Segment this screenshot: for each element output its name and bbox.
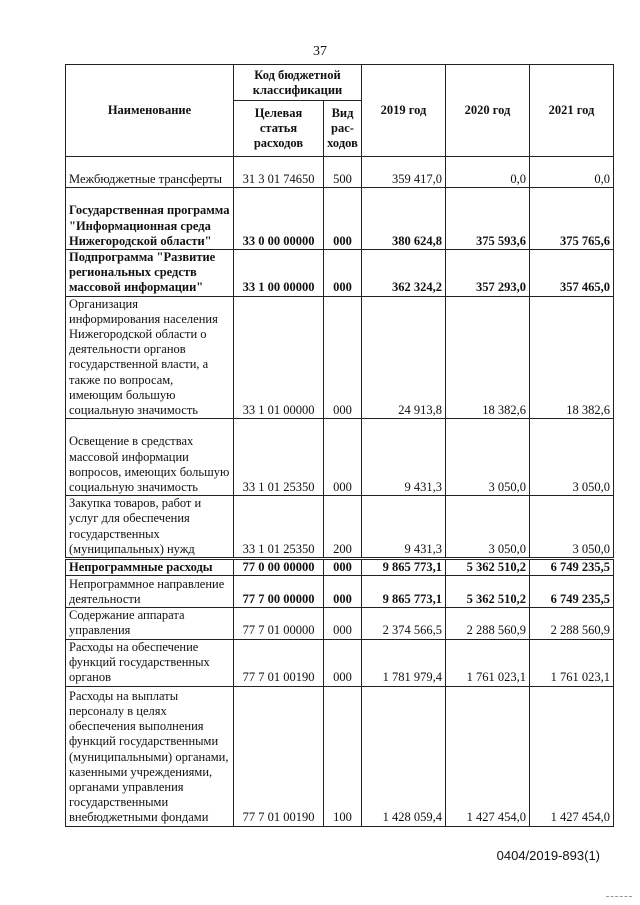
table-row xyxy=(66,608,614,639)
row-target-code: 77 7 01 00190 xyxy=(234,639,324,686)
header-2019: 2019 год xyxy=(362,65,446,157)
row-target-code: 33 1 01 25350 xyxy=(234,419,324,496)
row-value-2020: 357 293,0 xyxy=(446,250,530,297)
row-value-2019: 9 865 773,1 xyxy=(362,576,446,608)
row-name: Подпрограмма "Развитие региональных средств массовой информации" xyxy=(66,250,234,297)
row-target-code: 33 1 00 00000 xyxy=(234,250,324,297)
table-row xyxy=(66,419,614,496)
row-value-2019: 9 865 773,1 xyxy=(362,559,446,576)
row-name: Государственная программа "Информационная среда Нижегородской области" xyxy=(66,188,234,250)
row-value-2020: 5 362 510,2 xyxy=(446,559,530,576)
row-name: Закупка товаров, работ и услуг для обеспечения государственных (муниципальных) нужд xyxy=(66,496,234,559)
row-value-2020: 3 050,0 xyxy=(446,419,530,496)
table-row xyxy=(66,250,614,297)
row-value-2019: 1 428 059,4 xyxy=(362,686,446,826)
row-target-code: 33 0 00 00000 xyxy=(234,188,324,250)
row-value-2020: 2 288 560,9 xyxy=(446,608,530,639)
row-value-2021: 1 761 023,1 xyxy=(530,639,614,686)
row-name: Организация информирования населения Нижегородской области о деятельности органов государственной власти, а также по вопросам, имеющим большую социальную значимость xyxy=(66,296,234,419)
row-value-2019: 9 431,3 xyxy=(362,496,446,559)
row-value-2019: 9 431,3 xyxy=(362,419,446,496)
row-name: Непрограммное направление деятельности xyxy=(66,576,234,608)
row-target-code: 33 1 01 25350 xyxy=(234,496,324,559)
row-value-2021: 18 382,6 xyxy=(530,296,614,419)
row-name: Освещение в средствах массовой информации вопросов, имеющих большую социальную значимость xyxy=(66,419,234,496)
row-value-2021: 3 050,0 xyxy=(530,419,614,496)
row-kind-code: 500 xyxy=(324,157,362,188)
row-kind-code: 200 xyxy=(324,496,362,559)
row-kind-code: 000 xyxy=(324,296,362,419)
document-code: 0404/2019-893(1) xyxy=(496,848,600,863)
page-number: 37 xyxy=(313,44,327,59)
row-value-2019: 380 624,8 xyxy=(362,188,446,250)
row-value-2020: 3 050,0 xyxy=(446,496,530,559)
table-row xyxy=(66,639,614,686)
budget-table xyxy=(65,64,614,827)
row-name: Расходы на обеспечение функций государственных органов xyxy=(66,639,234,686)
row-kind-code: 000 xyxy=(324,559,362,576)
row-target-code: 77 7 01 00190 xyxy=(234,686,324,826)
table-row xyxy=(66,157,614,188)
row-value-2020: 0,0 xyxy=(446,157,530,188)
row-value-2021: 357 465,0 xyxy=(530,250,614,297)
table-row xyxy=(66,296,614,419)
row-kind-code: 000 xyxy=(324,188,362,250)
row-value-2021: 375 765,6 xyxy=(530,188,614,250)
row-target-code: 77 7 00 00000 xyxy=(234,576,324,608)
header-2020: 2020 год xyxy=(446,65,530,157)
row-value-2021: 6 749 235,5 xyxy=(530,559,614,576)
row-kind-code: 100 xyxy=(324,686,362,826)
row-name: Содержание аппарата управления xyxy=(66,608,234,639)
header-kind: Вид рас-ходов xyxy=(324,101,362,157)
row-kind-code: 000 xyxy=(324,639,362,686)
row-kind-code: 000 xyxy=(324,419,362,496)
row-value-2020: 1 761 023,1 xyxy=(446,639,530,686)
table-row xyxy=(66,188,614,250)
row-value-2019: 359 417,0 xyxy=(362,157,446,188)
row-kind-code: 000 xyxy=(324,608,362,639)
header-kbk: Код бюджетной классификации xyxy=(234,65,362,101)
header-2021: 2021 год xyxy=(530,65,614,157)
row-target-code: 33 1 01 00000 xyxy=(234,296,324,419)
row-kind-code: 000 xyxy=(324,250,362,297)
row-value-2019: 24 913,8 xyxy=(362,296,446,419)
row-value-2019: 1 781 979,4 xyxy=(362,639,446,686)
row-value-2020: 1 427 454,0 xyxy=(446,686,530,826)
row-target-code: 31 3 01 74650 xyxy=(234,157,324,188)
row-value-2019: 362 324,2 xyxy=(362,250,446,297)
row-value-2019: 2 374 566,5 xyxy=(362,608,446,639)
row-value-2021: 6 749 235,5 xyxy=(530,576,614,608)
table-row xyxy=(66,559,614,576)
header-name: Наименование xyxy=(66,65,234,157)
row-name: Межбюджетные трансферты xyxy=(66,157,234,188)
header-target: Целевая статья расходов xyxy=(234,101,324,157)
row-value-2021: 3 050,0 xyxy=(530,496,614,559)
row-value-2020: 18 382,6 xyxy=(446,296,530,419)
row-target-code: 77 0 00 00000 xyxy=(234,559,324,576)
table-row xyxy=(66,686,614,826)
row-value-2020: 5 362 510,2 xyxy=(446,576,530,608)
row-value-2021: 0,0 xyxy=(530,157,614,188)
scan-mark xyxy=(606,896,632,899)
row-value-2020: 375 593,6 xyxy=(446,188,530,250)
row-name: Расходы на выплаты персоналу в целях обеспечения выполнения функций государственными (муниципальными) органами, казенными учреждениями, органами управления государственными внебюджетными фондами xyxy=(66,686,234,826)
row-value-2021: 1 427 454,0 xyxy=(530,686,614,826)
row-target-code: 77 7 01 00000 xyxy=(234,608,324,639)
table-row xyxy=(66,576,614,608)
table-row xyxy=(66,496,614,559)
row-value-2021: 2 288 560,9 xyxy=(530,608,614,639)
row-kind-code: 000 xyxy=(324,576,362,608)
row-name: Непрограммные расходы xyxy=(66,559,234,576)
